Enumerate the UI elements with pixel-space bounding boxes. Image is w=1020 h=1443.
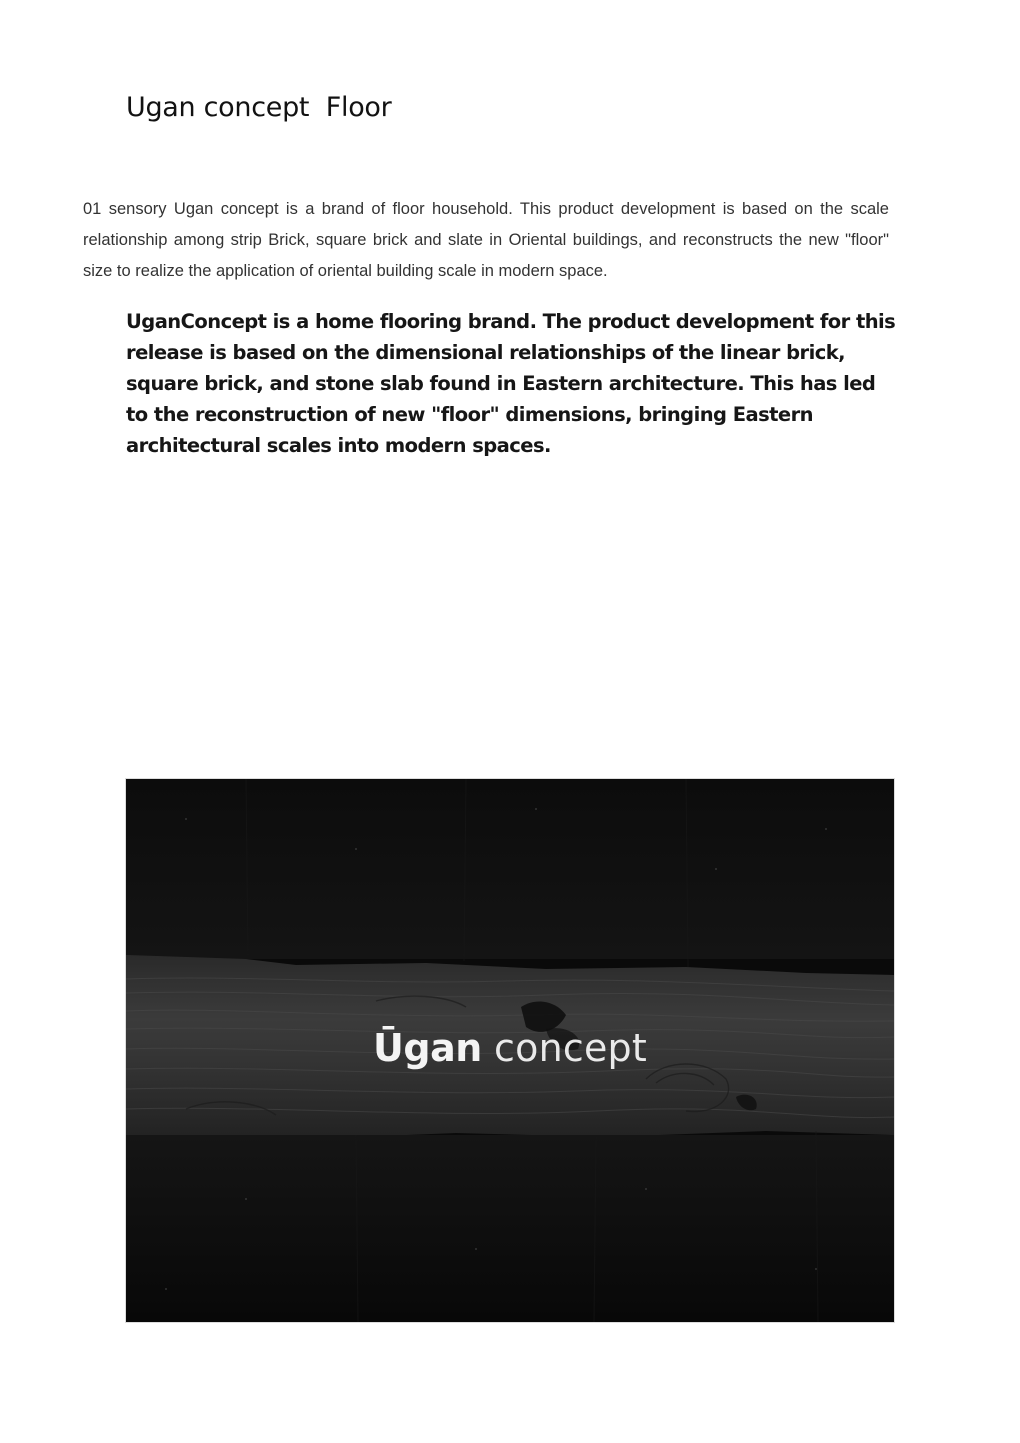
intro-paragraph: 01 sensory Ugan concept is a brand of floor household. This product development is based on the scale relationship among strip Brick, square brick and slate in Oriental buildings, and reconstructs the new "floor" size to realize the application of oriental building scale in modern space. (83, 200, 889, 280)
wood-floor-photo (126, 779, 894, 1322)
document-title: Ugan concept Floor (126, 92, 392, 123)
body-paragraph: UganConcept is a home flooring brand. The product development for this release is based on the dimensional relationships of the linear brick, square brick, and stone slab found in Eastern architecture. This has led to the reconstruction of new "floor" dimensions, bringing Eastern architectural scales into modern spaces. (126, 310, 896, 457)
ugan-concept-logo: Ūgan concept (373, 1026, 647, 1070)
